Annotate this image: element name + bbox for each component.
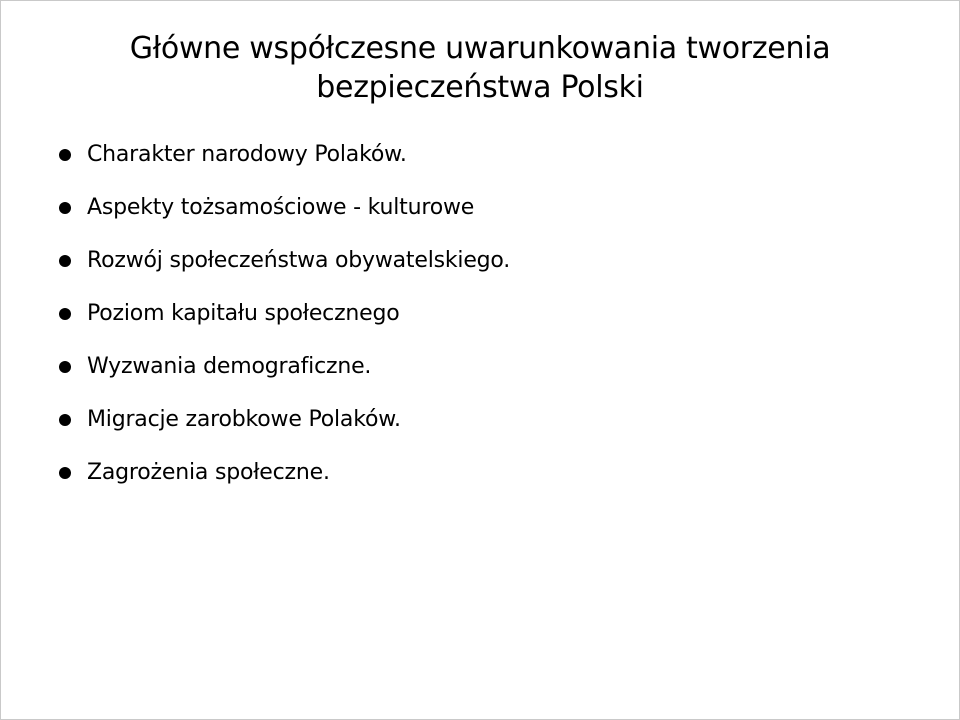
slide-title bbox=[1, 29, 959, 107]
bullet-item bbox=[59, 456, 510, 509]
bullet-item bbox=[59, 350, 510, 403]
bullet-item bbox=[59, 138, 510, 191]
bullet-text: Wyzwania demograficzne. bbox=[87, 354, 372, 379]
bullet-item bbox=[59, 403, 510, 456]
bullet-text: Aspekty tożsamościowe - kulturowe bbox=[87, 195, 475, 220]
bullet-dot-icon bbox=[59, 414, 71, 426]
bullet-item bbox=[59, 244, 510, 297]
bullet-item bbox=[59, 297, 510, 350]
bullet-dot-icon bbox=[59, 149, 71, 161]
bullet-list bbox=[59, 138, 510, 509]
bullet-text: Migracje zarobkowe Polaków. bbox=[87, 407, 401, 432]
bullet-dot-icon bbox=[59, 202, 71, 214]
bullet-dot-icon bbox=[59, 467, 71, 479]
slide-title-line-1: Główne współczesne uwarunkowania tworzenia bbox=[129, 31, 831, 66]
bullet-item bbox=[59, 191, 510, 244]
bullet-text: Zagrożenia społeczne. bbox=[87, 460, 330, 485]
bullet-text: Poziom kapitału społecznego bbox=[87, 301, 400, 326]
bullet-dot-icon bbox=[59, 255, 71, 267]
bullet-dot-icon bbox=[59, 308, 71, 320]
bullet-text: Charakter narodowy Polaków. bbox=[87, 142, 407, 167]
bullet-dot-icon bbox=[59, 361, 71, 373]
bullet-text: Rozwój społeczeństwa obywatelskiego. bbox=[87, 248, 511, 273]
slide-title-line-2: bezpieczeństwa Polski bbox=[316, 70, 644, 105]
